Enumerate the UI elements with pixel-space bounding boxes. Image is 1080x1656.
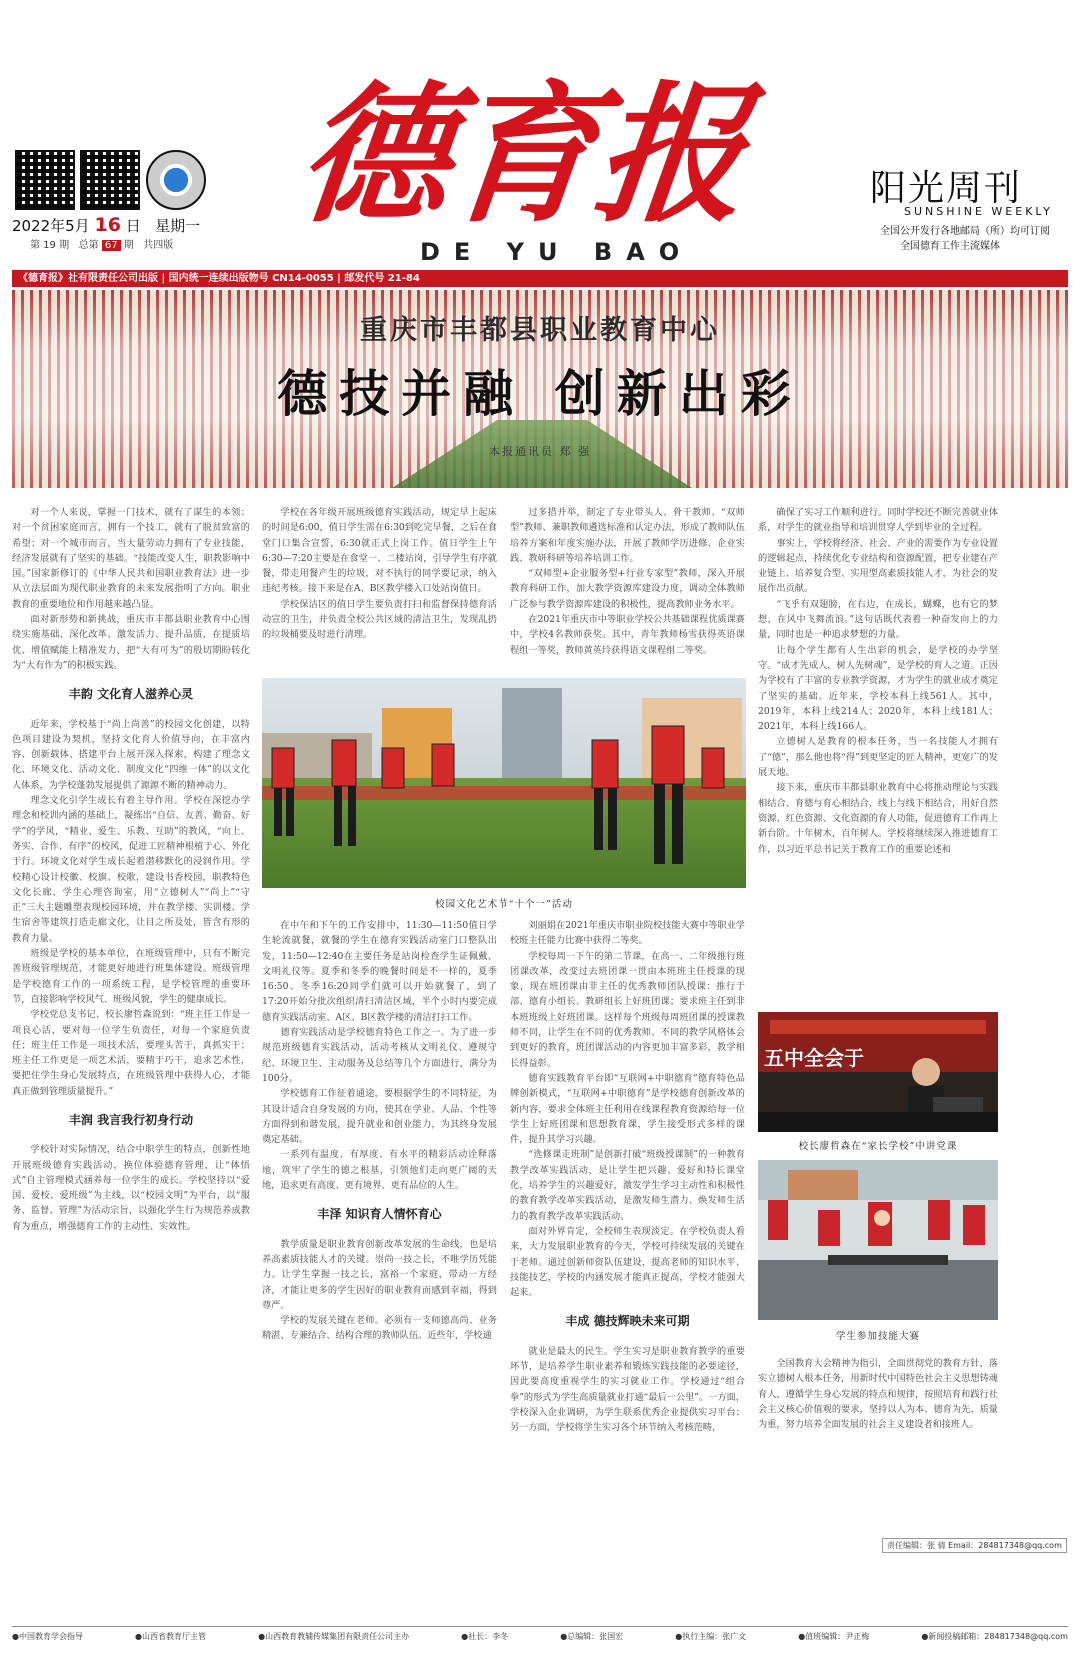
- article-paragraph: 近年来，学校基于“尚上尚善”的校园文化创建，以特色项目建设为契机，坚持文化育人价值导向，在丰富内容、创新载体、搭建平台上展开深入探索，构建了理念文化、环境文化、活动文化、制度文化“四维一体”的以文化人体系，为学校蓬勃发展提供了源源不断的精神动力。: [12, 718, 250, 791]
- col2-top: [262, 505, 497, 643]
- article-paragraph: 面对外界肯定，全校师生表现淡定。在学校负责人看来，大力发展职业教育的今天，学校可持续发展的关键在于老师。通过创新师资队伍建设，提高老师的知识水平、技能技艺，学校的内涵发展才能真正提高，学校才能强大起来。: [510, 1225, 745, 1299]
- headline-title: 德技并融 创新出彩: [277, 364, 803, 423]
- section-heading-2: 丰润 我言我行初身行动: [68, 1112, 194, 1127]
- article-column-3b: [510, 918, 745, 1618]
- article-paragraph: 学校在各年级开展班级德育实践活动，规定早上起床的时间是6:00，值日学生需在6:30到吃完早餐，之后在食堂门口集合宣誓，6:30就正式上岗工作。值日学生上午6:30—7:20主要是在食堂一、二楼站岗，引导学生有序就餐，带走用餐产生的垃圾，对不执行的同学要记录，纳入违纪考核。接下来是在A、B区教学楼入口处站岗值日。: [262, 507, 497, 595]
- article-paragraph: 德育实践活动是学校德育特色工作之一。为了进一步规范班级德育实践活动，活动考核从文明礼仪、遵规守纪、环境卫生、主动服务及总结等几个方面进行，满分为100分。: [262, 1027, 497, 1084]
- headline-banner: [12, 290, 1068, 488]
- qr-code-1: [15, 150, 75, 210]
- article-paragraph: 德育实践教育平台即“互联网+中职德育”德育特色品牌创新模式，“互联网+中职德育”是学校德育创新改革的新内容，要求全体班主任利用在线课程教育资源给每一位学生上好班团课和思想教育课，学生接受形式多样的课件，提升其学习兴趣。: [510, 1072, 745, 1146]
- article-column-2: [262, 505, 497, 695]
- col4-top: [758, 505, 998, 857]
- article-column-2b: [262, 918, 497, 1618]
- media-slogan: 全国德育工作主流媒体: [900, 241, 1000, 252]
- article-paragraph: 过多措并举，制定了专业带头人、骨干教师、“双师型”教师、兼职教师遴选标准和认定办法，形成了教师队伍培养方案和年度实施办法，开展了教师学历进修、企业实践、教研科研等培养培训工作。: [510, 507, 745, 564]
- editor-credit: 责任编辑：张 倩 Email：284817348@qq.com: [882, 1538, 1067, 1553]
- article-paragraph: “双师型+企业服务型+行业专家型”教师，深入开展教育科研工作，加大教学资源库建设力度，调动全体教师广泛参与教学资源库建设的积极性，提高教师业务水平。: [510, 568, 745, 610]
- footer-bar: [12, 1626, 1068, 1642]
- logo-pinyin: DE YU BAO: [420, 238, 694, 266]
- photo-art-festival-caption: 校园文化艺术节“十个一”活动: [435, 899, 573, 910]
- subscription-note: 全国公开发行各地邮局（所）均可订阅: [880, 226, 1050, 237]
- article-paragraph: 一系列有温度、有厚度、有水平的精彩活动诠释落地，筑牢了学生的德之根基，引领他们走向更广阔的天地，追求更有高度、更有境界、更有品位的人生。: [262, 1149, 497, 1192]
- article-paragraph: 学校党总支书记、校长廖哲森说到：“班主任工作是一项良心活，要对每一位学生负责任，对每一个家庭负责任；班主任工作是一项技术活，要理头苦干，真抓实干；班主任工作更是一项艺术活，要精于巧干，追求艺术性，要把住学生身心发展特点，在班级管理中获得人心，才能真正做到管理质量提升。”: [12, 1009, 250, 1097]
- article-paragraph: 学校德育工作征着通途，要根据学生的不同特征，为其设计适合自身发展的方向，使其在学业、人品、个性等方面得到和谐发展，提升就业和创业能力，为其终身发展奠定基础。: [262, 1088, 497, 1146]
- photo-art-festival-image: [262, 678, 746, 888]
- article-column-4b: [758, 1356, 998, 1536]
- article-column-1: [12, 505, 250, 1615]
- footer-item: ●新闻投稿邮箱：284817348@qq.com: [921, 1632, 1068, 1641]
- article-paragraph: 确保了实习工作顺利进行。同时学校还不断完善就业体系，对学生的就业指导和培训贯穿人学到毕业的全过程。: [758, 507, 998, 534]
- footer-item: ●社长：李冬: [461, 1632, 509, 1641]
- issue-number: 第 19 期 总第 67 期 共四版: [30, 240, 174, 251]
- weekly-title: 阳光周刊: [870, 168, 1023, 209]
- article-paragraph: 面对新形势和新挑战，重庆市丰都县职业教育中心围绕实施基础、深化改革、激发活力、提升品质，在提质培优、增值赋能上精准发力，把“大有可为”的殷切期盼转化为“大有作为”的积极实践。: [12, 614, 250, 671]
- qr-code-2: [80, 150, 140, 210]
- qr-code-3: [146, 150, 206, 210]
- article-paragraph: 事实上，学校将经济、社会、产业的需要作为专业设置的逻辑起点，持续优化专业结构和资源配置，把专业建在产业链上、培养复合型、实用型高素质技能人才，为社会的发展作出贡献。: [758, 537, 998, 595]
- footer-item: ●中国教育学会指导: [12, 1632, 83, 1641]
- section-heading-3: 丰泽 知识育人情怀育心: [317, 1207, 442, 1222]
- article-paragraph: 在中午和下午的工作安排中，11:30—11:50值日学生轮流就餐，就餐的学生在德育实践活动室门口整队出发，11:50—12:40在主要任务是站岗检查学生证佩戴、文明礼仪等。夏季和冬季的晚餐时间是不一样的，夏季16:50、冬季16:20同学们就可以开始就餐了，到了17:20开始分批次组织清扫清洁区域，半个小时内要完成德育实践活动室、A区、B区教学楼的清洁打扫工作。: [262, 920, 497, 1023]
- article-paragraph: 学校的发展关键在老师。必须有一支师德高尚、业务精湛、专兼结合、结构合理的教师队伍。近些年，学校通: [262, 1315, 497, 1342]
- article-paragraph: 学校针对实际情况，结合中职学生的特点，创新性地开展班级德育实践活动，换位体验德育管理，让“体悟式”自主管理模式涵养每一位学生的成长。学校坚持以“爱国、爱校、爱班级”为主线，以“校园文明”为平台，以“服务、监督、管理”为活动宗旨，以强化学生行为规范养成教育为重点，增强德育工作的主动性、实效性。: [12, 1144, 250, 1232]
- col1-section1: [12, 717, 250, 1099]
- weekly-english: SUNSHINE WEEKLY: [904, 205, 1053, 218]
- section-heading-4: 丰成 德技辉映未来可期: [565, 1314, 690, 1329]
- photo-skills-caption: 学生参加技能大赛: [835, 1331, 920, 1342]
- footer-item: ●山西省教育厅主管: [135, 1632, 207, 1641]
- article-column-4: [758, 505, 998, 1003]
- article-paragraph: “飞乎有双翅膀，在右边，在成长，蝴蝶，也有它的梦想，在风中飞舞流浪。”这句话既代表着一种奋发向上的力量，同时也是一种追求梦想的力量。: [758, 598, 998, 641]
- article-paragraph: 学校每周一下午的第二节课，在高一、二年级推行班团课改革，改变过去班团课一贯由本班班主任授课的现象，现在班团课由非主任的优秀教师团队授课：推行于部、德育小组长、教研组长上好班团课；要求班主任到非本班班级上好班团课。这样每个班级每周班团课的授课教师不同，让学生在不同的优秀教师、不同的教学风格体会到更好的教育，班团课活动的内容更加丰富多彩，教学相长得益彰。: [510, 950, 745, 1069]
- photo-principal-lecture: [758, 1012, 998, 1132]
- photo-principal-banner-text: 五中全会于: [764, 1046, 864, 1070]
- article-paragraph: 教学质量是职业教育创新改革发展的生命线，也是培养高素质技能人才的关键。崇尚一技之长，不唯学历凭能力。让学生掌握一技之长，富裕一个家庭，带动一方经济，才能让更多的学生因好的职业教育而感到幸福，得到尊严。: [262, 1238, 497, 1311]
- article-paragraph: 理念文化引学生成长有着主导作用。学校在深挖办学理念和校训内涵的基础上，凝练出“自信、友善、勤奋、好学”的学风，“精业、爱生、乐教、互助”的教风，“向上、务实、合作、有序”的校风，促进工匠精神根植于心、外化于行。环境文化对学生成长起着潜移默化的浸润作用。学校精心设计校徽、校旗、校歌，建设书香校园，职教特色文化长廊、学生心理咨询室，用“立德树人”“尚上”“守正”三大主题雕塑表现校园环境，并在教学楼、实训楼、学生宿舍等建筑打造走廊文化，让目之所及处，皆含有形的教育力量。: [12, 795, 250, 944]
- article-column-3: [510, 505, 745, 665]
- article-paragraph: 立德树人是教育的根本任务，当一名技能人才拥有了“德”，那么他也将“得”到更坚定的匠人精神，更宽广的发展天地。: [758, 736, 998, 779]
- footer-item: ●值班编辑：尹正梅: [798, 1632, 870, 1641]
- article-paragraph: 班级是学校的基本单位，在班级管理中，只有不断完善班级管理规范，才能更好地进行班集体建设。班级管理是学校德育工作的一项系统工程，是学校管理的重要环节，直接影响学校风气、班级风貌，学生的健康成长。: [12, 948, 250, 1005]
- col1-section2: [12, 1142, 250, 1234]
- photo-art-festival: [262, 678, 746, 888]
- article-paragraph: 在2021年重庆市中等职业学校公共基础课程优质课赛中，学校4名教师获奖。其中，青年教师杨雪获得英语课程组一等奖，教师黄英玲获得语文课程组二等奖。: [510, 614, 745, 656]
- col2-bottom: [262, 1237, 497, 1344]
- photo-skills-contest-image: [758, 1160, 998, 1320]
- col1-intro: [12, 505, 250, 673]
- footer-item: ●山西教育教辅传媒集团有限责任公司主办: [258, 1632, 410, 1641]
- article-paragraph: 刘丽娟在2021年重庆市职业院校技能大赛中等职业学校班主任能力比赛中获得二等奖。: [510, 920, 745, 947]
- photo-skills-contest: [758, 1160, 998, 1320]
- article-paragraph: 就业是最大的民生。学生实习是职业教育教学的重要环节，是培养学生职业素养和锻炼实践技能的必要途径，因此要高度重视学生的实习就业工作。学校通过“组合拳”的形式为学生高质量就业打通“最后一公里”。一方面，学校深入企业调研，为学生联系优秀企业提供实习平台；另一方面，学校将学生实习各个环节纳入考核范畴，: [510, 1345, 745, 1434]
- col3-mid: [510, 918, 745, 1300]
- article-paragraph: 接下来，重庆市丰都县职业教育中心将推动理论与实践相结合、育德与育心相结合、线上与线下相结合，用好自然资源、红色资源、文化资源的育人功能，促进德育工作再上新台阶。十年树木，百年树人。学校将继续深入推进德育工作，以习近平总书记关于教育工作的重要论述和: [758, 782, 998, 855]
- article-paragraph: 学校保洁区的值日学生要负责打扫和监督保持德育活动宣的卫生，并负责全校公共区域的清洁卫生，发现乱扔的垃圾桶要及时进行清理。: [262, 598, 497, 641]
- col3-bottom: [510, 1344, 745, 1436]
- photo-principal-caption: 校长廖哲森在“家长学校”中讲党课: [798, 1141, 958, 1152]
- col4-bottom: [758, 1356, 998, 1432]
- section-heading-1: 丰韵 文化育人滋养心灵: [68, 687, 194, 702]
- headline-subtitle: 重庆市丰都县职业教育中心: [360, 315, 720, 346]
- col3-top: [510, 505, 745, 658]
- issue-date: 2022年5月 16 日 星期一: [12, 214, 201, 236]
- article-paragraph: 全国教育大会精神为指引，全面贯彻党的教育方针，落实立德树人根本任务，用新时代中国特色社会主义思想铸魂育人，遵循学生身心发展的特点和规律，按照培育和践行社会主义核心价值观的要求，坚持以人为本、德育为先、质量为重，努力培养全面发展的社会主义建设者和接班人。: [758, 1358, 998, 1431]
- footer-item: ●总编辑：张国宏: [560, 1632, 624, 1641]
- byline: 本报通讯员 郑 强: [489, 445, 591, 458]
- article-paragraph: 让每个学生都有人生出彩的机会，是学校的办学坚守。“成才先成人，树人先树魂”，是学校的育人之道。正因为学校有了丰富的专业教学资源，才为学生的就业成才奠定了坚实的基础。近年来，学校本科上线561人。其中，2019年，本科上线214人；2020年，本科上线181人；2021年，本科上线166人。: [758, 644, 998, 733]
- col2-mid: [262, 918, 497, 1193]
- photo-principal-lecture-image: [758, 1012, 998, 1132]
- article-paragraph: 对一个人来说，掌握一门技术，就有了谋生的本领；对一个贫困家庭而言，拥有一个技工，就有了脱贫致富的希望；对一个城市而言，当大量劳动力拥有了专业技能，经济发展就有了坚实的基础。“技能改变人生，职教影响中国。”国家新修订的《中华人民共和国职业教育法》进一步从立法层面为现代职业教育的未来发展指明了方向。职业教育的重要地位和作用越来越凸显。: [12, 507, 250, 610]
- publisher-bar: 《德育报》社有限责任公司出版 | 国内统一连续出版物号 CN14-0055 | 邮发代号 21-84: [12, 270, 1068, 287]
- newspaper-logo: 德育报: [290, 67, 754, 243]
- article-paragraph: “选修课走班制”是创新打破“班级授课制”的一种教育教学改革实践活动，是让学生把兴趣、爱好和特长课堂化，培养学生的兴趣爱好，激发学生学习主动性和积极性的教育教学改革实践活动，是激发师生潜力、焕发师生活力的教育教学改革实践活动。: [510, 1149, 745, 1222]
- footer-item: ●执行主编：张广文: [675, 1632, 747, 1641]
